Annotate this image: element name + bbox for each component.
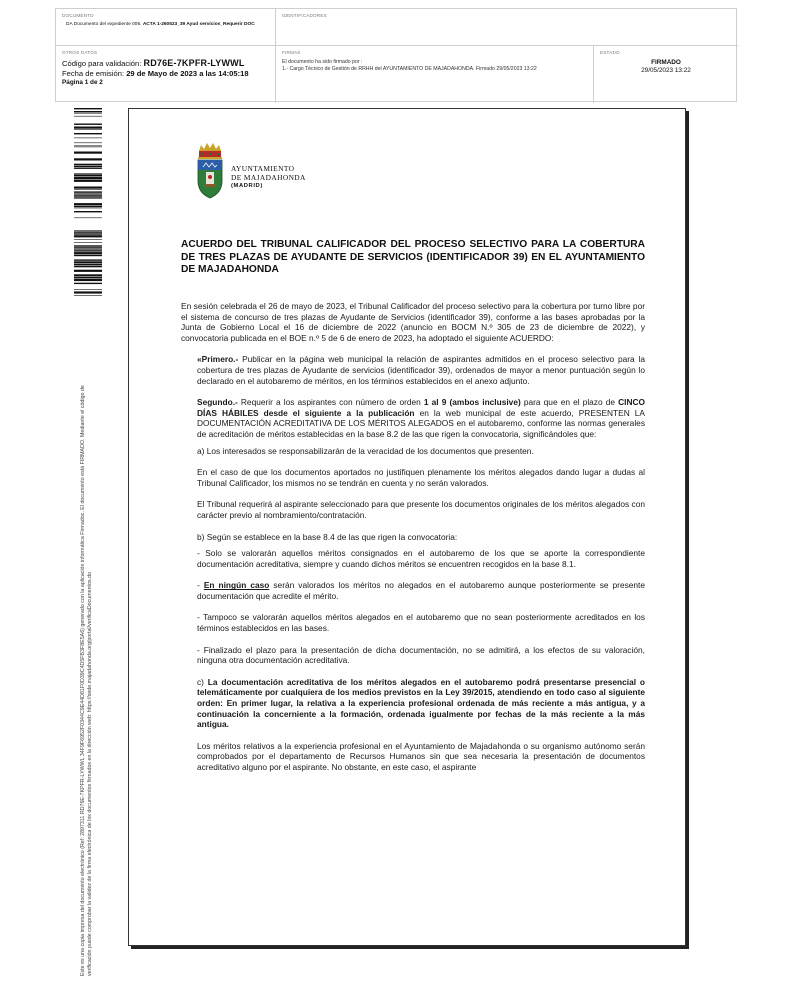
coat-of-arms-icon (195, 143, 225, 199)
dash-item-2: - En ningún caso serán valorados los méritos no alegados en el autobaremo aunque posteriormente se presente documentación que acredite el mérito. (197, 580, 645, 601)
firmas-label: FIRMAS (282, 50, 301, 55)
verification-sidebar (80, 306, 94, 976)
emission-date-line: Fecha de emisión: 29 de Mayo de 2023 a las 14:05:18 (62, 68, 249, 78)
document-body (181, 301, 645, 784)
caso-paragraph: En el caso de que los documentos aportados no justifiquen plenamente los méritos alegados dando lugar a dudas al Tribunal Calificador, los mismos no se tendrán en cuenta y no serán valorados. (197, 467, 645, 488)
estado-date: 29/05/2023 13:22 (641, 67, 691, 74)
estado-cell (594, 46, 738, 103)
agreement-section (181, 354, 645, 772)
document-name: DA Documento del expediente 006. ACTA 1-260523_39 Ayud servicios_Requerir DOC (66, 22, 255, 27)
verification-text-line-2: verificación puede comprobar la validez de la firma electrónica de los documentos firmados en la dirección web: https://sede.majadahonda.org/portal/verificaDocumentos.do (87, 572, 93, 976)
intro-paragraph: En sesión celebrada el 26 de mayo de 2023, el Tribunal Calificador del proceso selectivo para la cobertura por turno libre por el sistema de concurso de tres plazas de Ayudante de Servicios (identificador 39), conforme a las bases aprobadas por la Junta de Gobierno Local el 16 de diciembre de 2022 (anuncio en BOCM N.º 305 de 23 de diciembre de 2022), y convocatoria publicada en el BOE n.º 5 de 6 de enero de 2023, ha adoptado el siguiente ACUERDO: (181, 301, 645, 343)
dash-item-1: - Solo se valorarán aquellos méritos consignados en el autobaremo de los que se aporte la correspondiente documentación acreditativa, siempre y cuando dichos méritos se encuentren recogidos en la base 8.1. (197, 548, 645, 569)
estado-value: FIRMADO (651, 59, 681, 66)
otros-datos-cell (56, 46, 276, 103)
identificadores-cell (276, 9, 738, 46)
ayuntamiento-logo (195, 143, 325, 199)
segundo-paragraph: Segundo.- Requerir a los aspirantes con número de orden 1 al 9 (ambos inclusive) para que en el plazo de CINCO DÍAS HÁBILES desde el siguiente a la publicación en la web municipal de este acuerdo, PRESENTEN LA DOCUMENTACIÓN ACREDITATIVA DE LOS MÉRITOS ALEGADOS en el autobaremo, conforme las normas generales de acreditación de méritos establecidas en la base 8.2 de las que rigen la convocatoria, significándoles que: (197, 397, 646, 439)
page-info: Página 1 de 2 (62, 79, 103, 86)
logo-line-2: DE MAJADAHONDA (231, 172, 306, 182)
item-b: b) Según se establece en la base 8.4 de las que rigen la convocatoria: (197, 531, 458, 542)
logo-line-1: AYUNTAMIENTO (231, 164, 295, 173)
barcode-icon (74, 108, 102, 296)
item-a: a) Los interesados se responsabilizarán de la veracidad de los documentos que presenten. (197, 445, 534, 456)
document-title: ACUERDO DEL TRIBUNAL CALIFICADOR DEL PROCESO SELECTIVO PARA LA COBERTURA DE TRES PLAZAS DE AYUDANTE DE SERVICIOS (IDENTIFICADOR 39) EN EL AYUNTAMIENTO DE MAJADAHONDA (181, 239, 645, 275)
logo-text (231, 165, 306, 191)
logo-line-3: (MADRID) (231, 183, 263, 189)
documento-label: DOCUMENTO (62, 13, 94, 18)
document-page (128, 108, 686, 946)
validation-code[interactable]: RD76E-7KPFR-LYWWL (143, 58, 245, 68)
primero-paragraph: «Primero.- Publicar en la página web municipal la relación de aspirantes admitidos en el proceso selectivo para la cobertura de tres plazas de Ayudante de servicios (identificador 39), ordenados de mayor a menor puntuación según lo declarado en el autobaremo de méritos, en los términos establecidos en el anexo adjunto. (197, 354, 645, 386)
firmas-line-1: El documento ha sido firmado por : (282, 59, 363, 65)
final-paragraph: Los méritos relativos a la experiencia profesional en el Ayuntamiento de Majadahonda o su organismo autónomo serán comprobados por el departamento de Recursos Humanos sin que sea necesaria la presentación de documentos acreditativo alguno por el aspirante. No obstante, en este caso, el aspirante (197, 740, 645, 772)
tribunal-paragraph: El Tribunal requerirá al aspirante seleccionado para que presente los documentos originales de los méritos alegados con carácter previo al nombramiento/contratación. (197, 499, 645, 520)
verification-text-line-1: Este es una copia impresa del documento electrónico (Ref: 2897311 RD76E-7KPFR-LYWWL 34F9F6952F0344C9E44D81F0D39C4D5FB3F8E5A6) generado con la aplicación informática Firmadoc. El documento está FIRMADO. Mediante el código de (80, 385, 86, 976)
dash-item-4: - Finalizado el plazo para la presentación de dicha documentación, no se admitirá, a los efectos de su valoración, ninguna otra documentación acreditativa. (197, 644, 645, 666)
document-header (55, 8, 737, 102)
firmas-line-2: 1.- Cargo Técnico de Gestión de RRHH del AYUNTAMIENTO DE MAJADAHONDA. Firmado 29/05/2023 13:22 (282, 66, 537, 72)
validation-code-line: Código para validación: RD76E-7KPFR-LYWWL (62, 58, 245, 68)
dash-item-3: - Tampoco se valorarán aquellos méritos alegados en el autobaremo que no sean posteriormente acreditados en los términos establecidos en las bases. (197, 612, 645, 634)
documento-cell (56, 9, 276, 46)
item-c: c) La documentación acreditativa de los méritos alegados en el autobaremo podrá presentarse presencial o telemáticamente por cualquiera de los medios previstos en la Ley 39/2015, atendiendo en todo caso al siguiente orden: En primer lugar, la relativa a la experiencia profesional ordenada de más reciente a más antigua, y a continuación la concerniente a la formación, ordenada igualmente por fechas de la más reciente a la más antigua. (197, 676, 645, 730)
estado-label: ESTADO (600, 50, 620, 55)
emission-date: 29 de Mayo de 2023 a las 14:05:18 (126, 68, 249, 78)
otros-datos-label: OTROS DATOS (62, 50, 98, 55)
firmas-cell (276, 46, 594, 103)
identificadores-label: IDENTIFICADORES (282, 13, 327, 18)
